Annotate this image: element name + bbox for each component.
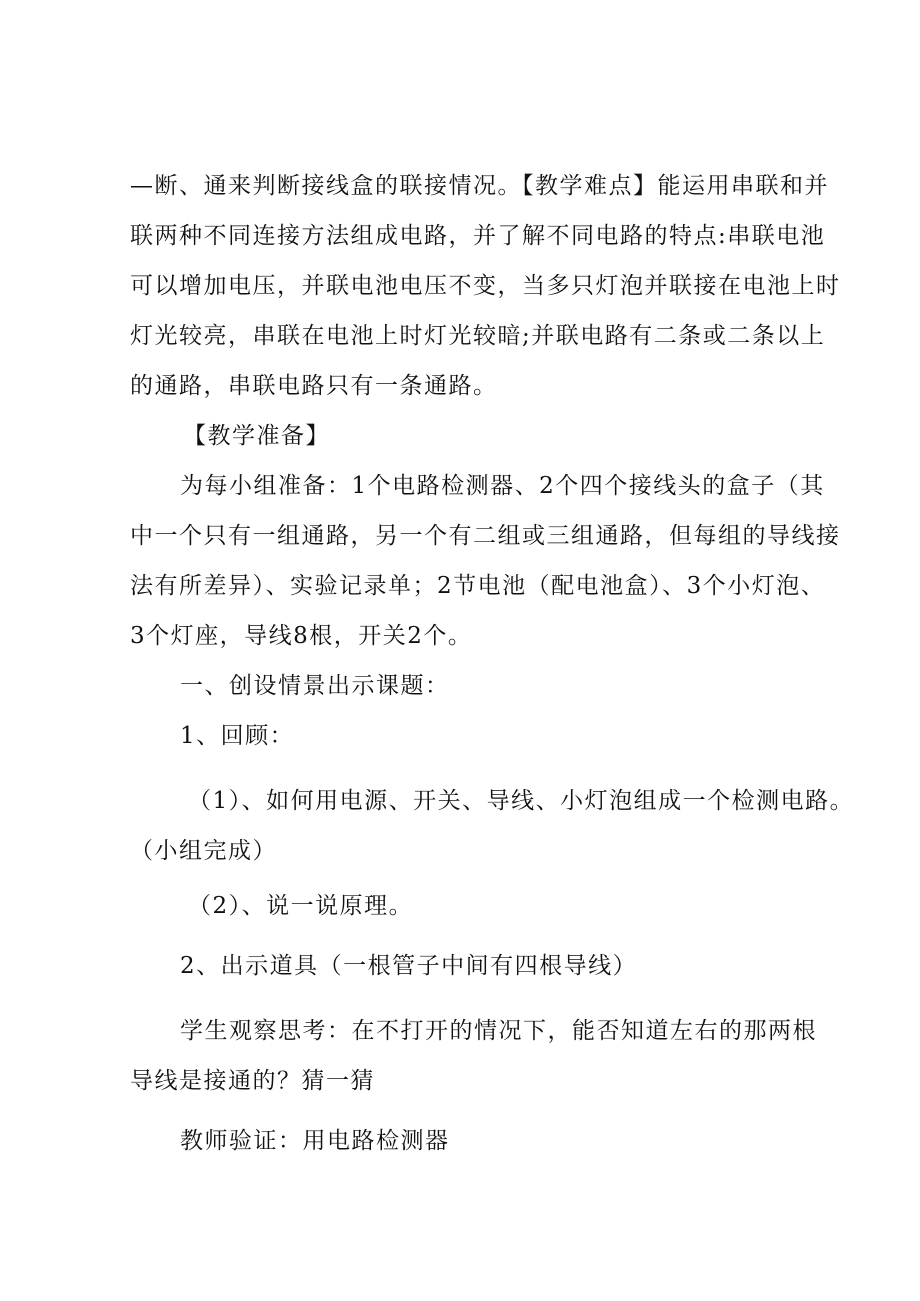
text-line: 的通路，串联电路只有一条通路。: [130, 373, 498, 399]
text-line: 灯光较亮，串联在电池上时灯光较暗;并联电路有二条或二条以上: [130, 323, 826, 349]
text-line: 学生观察思考：在不打开的情况下，能否知道左右的那两根: [180, 1018, 817, 1044]
text-line: 法有所差异）、实验记录单；2节电池（配电池盒）、3个小灯泡、: [130, 573, 826, 599]
text-line: 3个灯座，导线8根，开关2个。: [130, 623, 473, 649]
text-line: （2）、说一说原理。: [188, 893, 414, 919]
section-heading: 一、创设情景出示课题：: [180, 673, 450, 699]
section-heading: 【教学准备】: [183, 423, 330, 449]
text-line: 联两种不同连接方法组成电路，并了解不同电路的特点:串联电池: [130, 223, 826, 249]
text-line: 1、回顾：: [180, 723, 295, 749]
text-line: （1）、如何用电源、开关、导线、小灯泡组成一个检测电路。: [188, 788, 855, 814]
text-line: —断、通来判断接线盒的联接情况。【教学难点】能运用串联和并: [130, 173, 829, 199]
text-line: （小组完成）: [130, 838, 277, 864]
text-line: 导线是接通的？猜一猜: [130, 1068, 375, 1094]
text-line: 教师验证：用电路检测器: [180, 1128, 450, 1154]
text-line: 中一个只有一组通路，另一个有二组或三组通路，但每组的导线接: [130, 523, 841, 549]
text-line: 可以增加电压，并联电池电压不变，当多只灯泡并联接在电池上时: [130, 273, 841, 299]
text-line: 2、出示道具（一根管子中间有四根导线）: [180, 953, 638, 979]
text-line: 为每小组准备：1个电路检测器、2个四个接线头的盒子（其: [180, 473, 825, 499]
